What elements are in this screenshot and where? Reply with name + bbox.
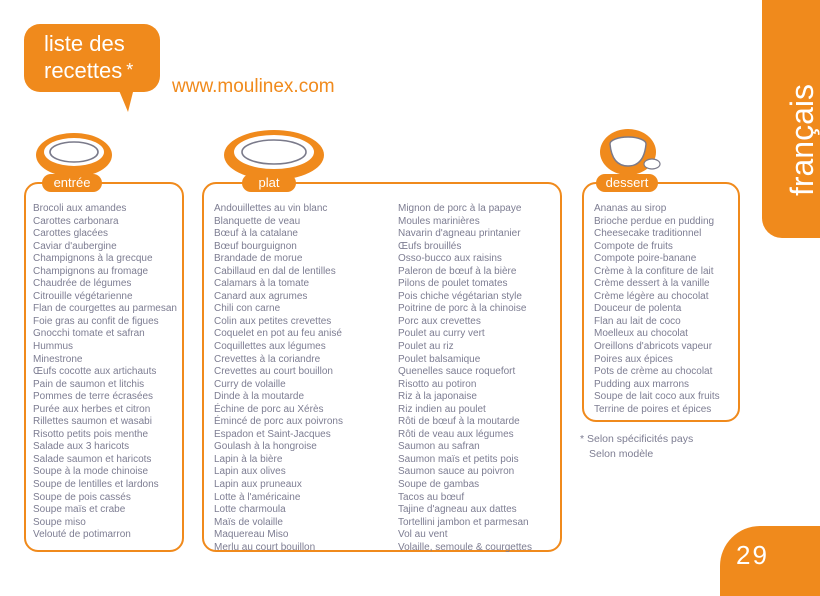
recipe-item: Champignons à la grecque	[33, 253, 153, 265]
recipe-item: Lotte charmoula	[214, 504, 286, 516]
recipe-item: Moules marinières	[398, 215, 480, 227]
recipe-item: Flan au lait de coco	[594, 315, 681, 327]
recipe-item: Chaudrée de légumes	[33, 278, 132, 290]
plate-icon	[34, 130, 114, 180]
recipe-item: Pommes de terre écrasées	[33, 391, 154, 403]
dessert-tag: dessert	[596, 174, 658, 192]
recipe-item: Émincé de porc aux poivrons	[214, 416, 343, 428]
recipe-item: Douceur de polenta	[594, 303, 682, 315]
recipe-item: Poulet balsamique	[398, 353, 481, 365]
recipe-item: Carottes glacées	[33, 228, 109, 240]
entree-list	[33, 203, 177, 542]
recipe-item: Crème à la confiture de lait	[594, 265, 714, 277]
recipe-item: Minestrone	[33, 353, 83, 365]
recipe-item: Lapin aux pruneaux	[214, 479, 302, 491]
title-line-1: liste des	[44, 31, 125, 56]
recipe-item: Riz indien au poulet	[398, 403, 486, 415]
dessert-list	[594, 203, 720, 416]
recipe-item: Purée aux herbes et citron	[33, 403, 151, 415]
plat-list-column-2	[398, 203, 532, 554]
recipe-item: Tajine d'agneau aux dattes	[398, 504, 517, 516]
recipe-item: Poires aux épices	[594, 353, 673, 365]
recipe-item: Moelleux au chocolat	[594, 328, 688, 340]
recipe-item: Dinde à la moutarde	[214, 391, 305, 403]
recipe-item: Pois chiche végétarian style	[398, 290, 522, 302]
recipe-item: Pudding aux marrons	[594, 378, 690, 390]
entree-tag: entrée	[42, 174, 102, 192]
recipe-item: Salade saumon et haricots	[33, 453, 152, 465]
recipe-item: Maquereau Miso	[214, 529, 289, 541]
recipe-item: Cheesecake traditionnel	[594, 228, 702, 240]
footnote-line-1: * Selon spécificités pays	[580, 433, 694, 445]
recipe-item: Crevettes au court bouillon	[214, 366, 333, 378]
plat-list-column-1	[214, 203, 343, 554]
recipe-item: Bœuf à la catalane	[214, 228, 298, 240]
recipe-item: Œufs brouillés	[398, 240, 462, 252]
recipe-item: Soupe de gambas	[398, 479, 480, 491]
recipe-item: Hummus	[33, 341, 74, 353]
recipe-item: Vol au vent	[398, 529, 448, 541]
recipe-item: Soupe à la mode chinoise	[33, 466, 149, 478]
recipe-item: Saumon maïs et petits pois	[398, 453, 519, 465]
recipe-item: Champignons au fromage	[33, 265, 149, 277]
website-url[interactable]: www.moulinex.com	[172, 76, 335, 97]
recipe-item: Poulet au curry vert	[398, 328, 485, 340]
recipe-item: Curry de volaille	[214, 378, 286, 390]
recipe-item: Crevettes à la coriandre	[214, 353, 321, 365]
recipe-item: Rillettes saumon et wasabi	[33, 416, 152, 428]
recipe-item: Volaille, semoule & courgettes	[398, 541, 532, 553]
recipe-item: Maïs de volaille	[214, 516, 283, 528]
page-number: 29	[736, 540, 769, 570]
recipe-item: Pots de crème au chocolat	[594, 366, 713, 378]
recipe-item: Poitrine de porc à la chinoise	[398, 303, 527, 315]
recipe-item: Coquelet en pot au feu anisé	[214, 328, 342, 340]
recipe-item: Merlu au court bouillon	[214, 541, 316, 553]
recipe-item: Rôti de bœuf à la moutarde	[398, 416, 520, 428]
recipe-item: Soupe de lait coco aux fruits	[594, 391, 720, 403]
recipe-item: Échine de porc au Xérès	[214, 403, 324, 415]
recipe-item: Porc aux crevettes	[398, 315, 481, 327]
recipe-item: Lapin aux olives	[214, 466, 286, 478]
recipe-item: Poulet au riz	[398, 341, 454, 353]
title-bubble-tail	[118, 88, 134, 112]
recipe-item: Brandade de morue	[214, 253, 303, 265]
recipe-item: Goulash à la hongroise	[214, 441, 317, 453]
recipe-item: Citrouille végétarienne	[33, 290, 133, 302]
plat-tag: plat	[242, 174, 296, 192]
recipe-item: Œufs cocotte aux artichauts	[33, 366, 157, 378]
recipe-item: Colin aux petites crevettes	[214, 315, 332, 327]
recipe-item: Canard aux agrumes	[214, 290, 308, 302]
recipe-item: Caviar d'aubergine	[33, 240, 117, 252]
recipe-item: Rôti de veau aux légumes	[398, 428, 514, 440]
recipe-item: Andouillettes au vin blanc	[214, 203, 328, 214]
recipe-item: Saumon au safran	[398, 441, 480, 453]
footnote-line-2: Selon modèle	[589, 448, 654, 460]
recipe-item: Lotte à l'américaine	[214, 491, 301, 503]
recipe-item: Compote de fruits	[594, 240, 673, 252]
recipe-item: Cabillaud en dal de lentilles	[214, 265, 336, 277]
recipe-item: Velouté de potimarron	[33, 529, 131, 541]
recipe-item: Compote poire-banane	[594, 253, 697, 265]
recipe-item: Flan de courgettes au parmesan	[33, 303, 177, 315]
recipe-item: Crème dessert à la vanille	[594, 278, 710, 290]
page-number-tab	[720, 526, 820, 596]
recipe-item: Pilons de poulet tomates	[398, 278, 508, 290]
recipe-item: Salade aux 3 haricots	[33, 441, 130, 453]
recipe-item: Osso-bucco aux raisins	[398, 253, 502, 265]
recipe-item: Tacos au bœuf	[398, 491, 465, 503]
title-line-2: recettes	[44, 58, 123, 83]
recipe-item: Carottes carbonara	[33, 215, 119, 227]
recipe-item: Saumon sauce au poivron	[398, 466, 515, 478]
recipe-item: Paleron de bœuf à la bière	[398, 265, 517, 277]
recipe-item: Risotto au potiron	[398, 378, 477, 390]
recipe-item: Brioche perdue en pudding	[594, 215, 715, 227]
recipe-item: Risotto petits pois menthe	[33, 428, 149, 440]
page-title	[44, 30, 164, 84]
recipe-item: Mignon de porc à la papaye	[398, 203, 522, 214]
recipe-item: Calamars à la tomate	[214, 278, 310, 290]
recipe-item: Crème légère au chocolat	[594, 290, 709, 302]
recipe-item: Soupe miso	[33, 516, 86, 528]
recipe-item: Soupe de pois cassés	[33, 491, 131, 503]
recipe-item: Pain de saumon et litchis	[33, 378, 145, 390]
recipe-item: Soupe maïs et crabe	[33, 504, 126, 516]
recipe-item: Riz à la japonaise	[398, 391, 477, 403]
recipe-item: Bœuf bourguignon	[214, 240, 297, 252]
recipe-item: Chili con carne	[214, 303, 281, 315]
recipe-item: Terrine de poires et épices	[594, 403, 712, 415]
recipe-item: Espadon et Saint-Jacques	[214, 428, 331, 440]
recipe-item: Quenelles sauce roquefort	[398, 366, 516, 378]
recipe-item: Soupe de lentilles et lardons	[33, 479, 159, 491]
recipe-item: Brocoli aux amandes	[33, 203, 127, 214]
recipe-item: Oreillons d'abricots vapeur	[594, 341, 713, 353]
title-asterisk: *	[126, 60, 134, 80]
recipe-item: Tortellini jambon et parmesan	[398, 516, 529, 528]
recipe-item: Ananas au sirop	[594, 203, 667, 214]
language-label: français	[784, 83, 820, 197]
recipe-item: Foie gras au confit de figues	[33, 315, 159, 327]
recipe-item: Navarin d'agneau printanier	[398, 228, 521, 240]
recipe-item: Blanquette de veau	[214, 215, 301, 227]
footnote	[580, 432, 693, 462]
recipe-item: Coquillettes aux légumes	[214, 341, 326, 353]
recipe-item: Gnocchi tomate et safran	[33, 328, 145, 340]
recipe-item: Lapin à la bière	[214, 453, 283, 465]
